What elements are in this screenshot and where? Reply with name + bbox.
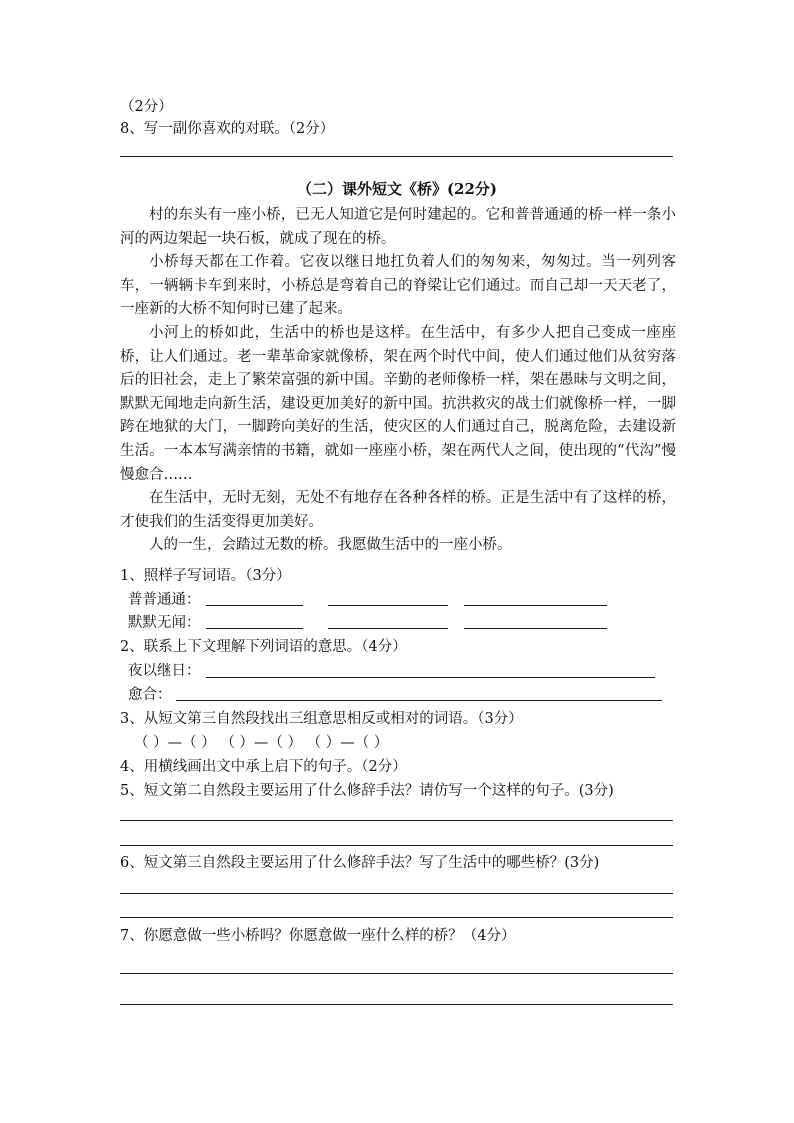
answer-line-q5-1[interactable] — [120, 820, 673, 821]
q1-a-blank-2[interactable] — [328, 605, 448, 606]
answer-line-q6-1[interactable] — [120, 893, 673, 894]
q1-prompt-b: 默默无闻： — [128, 615, 201, 631]
question-1: 1、照样子写词语。（3分） — [120, 568, 291, 584]
question-3: 3、从短文第三自然段找出三组意思相反或相对的词语。（3分） — [120, 711, 523, 727]
question-8: 8、写一副你喜欢的对联。（2分） — [120, 121, 335, 137]
answer-line-q5-2[interactable] — [120, 845, 673, 846]
q1-b-blank-2[interactable] — [328, 628, 448, 629]
passage-paragraph-3: 小河上的桥如此，生活中的桥也是这样。在生活中，有多少人把自己变成一座座桥，让人们通过。老一辈革命家就像桥，架在两个时代中间，使人们通过他们从贫穷落后的旧社会，走上了繁荣富强的新中国。辛勤的老师像桥一样，架在愚昧与文明之间，默默无闻地走向新生活，建设更加美好的新中国。抗洪救灾的战士们就像桥一样，一脚跨在地狱的大门，一脚跨向美好的生活，使灾区的人们通过自己，脱离危险，去建设新生活。一本本写满亲情的书籍，就如一座座小桥，架在两代人之间，使出现的“代沟”慢慢愈合…… — [120, 324, 676, 483]
q1-prompt-a: 普普通通： — [128, 592, 201, 608]
answer-line-q8[interactable] — [120, 156, 673, 157]
q1-a-blank-1[interactable] — [206, 605, 303, 606]
q1-b-blank-1[interactable] — [206, 628, 303, 629]
answer-line-q6-2[interactable] — [120, 917, 673, 918]
q2-b-blank[interactable] — [176, 700, 662, 701]
section-title: （二）课外短文《桥》(22分) — [296, 180, 498, 198]
answer-line-q7-2[interactable] — [120, 1004, 673, 1005]
q3-pairs[interactable]: （ ）—（ ） （ ）—（ ） （ ）—（ ） — [134, 735, 389, 751]
passage — [120, 204, 676, 558]
q1-b-blank-3[interactable] — [464, 628, 607, 629]
question-7: 7、你愿意做一些小桥吗？你愿意做一座什么样的桥？（4分） — [120, 928, 516, 944]
question-2: 2、联系上下文理解下列词语的意思。（4分） — [120, 639, 407, 655]
answer-line-q7-1[interactable] — [120, 973, 673, 974]
passage-paragraph-1: 村的东头有一座小桥，已无人知道它是何时建起的。它和普普通通的桥一样一条小河的两边架起一块石板，就成了现在的桥。 — [120, 207, 676, 247]
q2-prompt-b: 愈合： — [128, 687, 172, 703]
question-4: 4、用横线画出文中承上启下的句子。（2分） — [120, 759, 407, 775]
passage-paragraph-5: 人的一生，会踏过无数的桥。我愿做生活中的一座小桥。 — [149, 537, 512, 554]
previous-score: （2分） — [120, 99, 173, 115]
q1-a-blank-3[interactable] — [464, 605, 607, 606]
passage-paragraph-2: 小桥每天都在工作着。它夜以继日地扛负着人们的匆匆来，匆匆过。当一列列客车，一辆辆卡车到来时，小桥总是弯着自己的脊梁让它们通过。而自己却一天天老了，一座新的大桥不知何时已建了起来。 — [120, 254, 676, 318]
question-5: 5、短文第二自然段主要运用了什么修辞手法？请仿写一个这样的句子。(3分) — [120, 783, 614, 799]
q2-a-blank[interactable] — [206, 677, 655, 678]
question-6: 6、短文第三自然段主要运用了什么修辞手法？写了生活中的哪些桥？(3分) — [120, 855, 600, 871]
passage-paragraph-4: 在生活中，无时无刻，无处不有地存在各种各样的桥。正是生活中有了这样的桥，才使我们的生活变得更加美好。 — [120, 490, 676, 530]
q2-prompt-a: 夜以继日： — [128, 663, 201, 679]
